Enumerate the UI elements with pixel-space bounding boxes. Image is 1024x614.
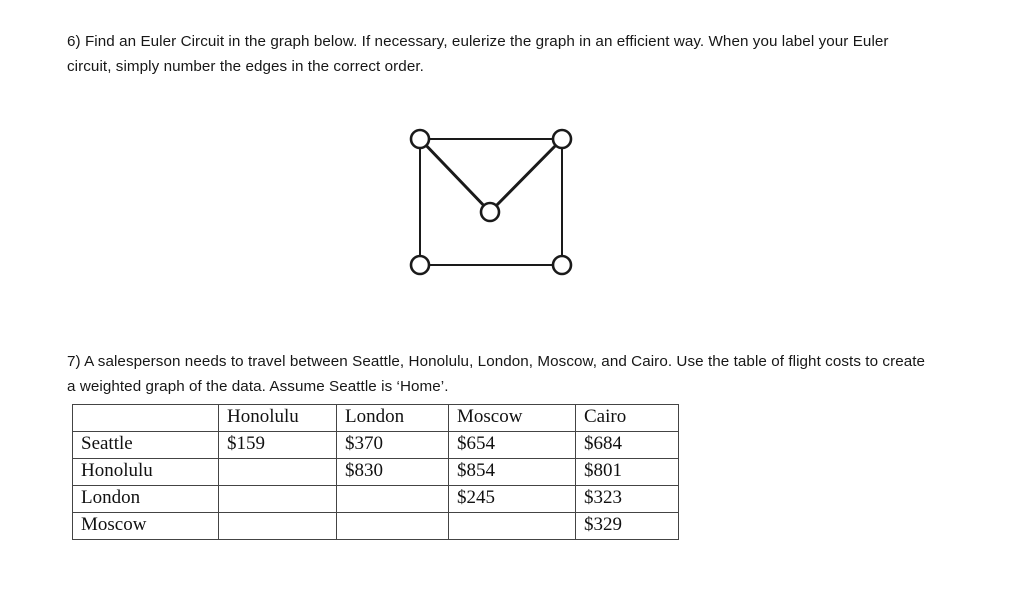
table-row-header-seattle: Seattle xyxy=(73,432,219,459)
graph-vertex-center xyxy=(481,203,499,221)
euler-graph-svg xyxy=(390,115,595,290)
table-cell-cost: $159 xyxy=(219,432,337,459)
question-6-text xyxy=(67,29,917,79)
question-7-number: 7) xyxy=(67,353,81,370)
question-7-text xyxy=(67,349,932,399)
flight-cost-table xyxy=(72,404,679,540)
table-row xyxy=(73,486,679,513)
graph-edge-center-to-top-right xyxy=(490,139,562,212)
question-7-body: A salesperson needs to travel between Seattle, Honolulu, London, Moscow, and Cairo. Use the table of flight costs to create a weighted graph of the data. Assume Seattle is ‘Home’. xyxy=(67,353,926,395)
table-body xyxy=(73,432,679,540)
table-column-header-moscow: Moscow xyxy=(449,405,576,432)
table-cell-cost: $329 xyxy=(576,513,679,540)
table-row xyxy=(73,459,679,486)
graph-vertex-bottom-left xyxy=(411,256,429,274)
table-header-row xyxy=(73,405,679,432)
table-corner-cell xyxy=(73,405,219,432)
table-cell-empty xyxy=(219,486,337,513)
table-cell-empty xyxy=(219,459,337,486)
question-6-number: 6) xyxy=(67,33,81,50)
table-column-header-london: London xyxy=(337,405,449,432)
table-cell-cost: $245 xyxy=(449,486,576,513)
graph-vertex-top-right xyxy=(553,130,571,148)
euler-graph-figure xyxy=(390,115,595,290)
table-row-header-london: London xyxy=(73,486,219,513)
table-cell-cost: $684 xyxy=(576,432,679,459)
table-cell-cost: $370 xyxy=(337,432,449,459)
question-6-body: Find an Euler Circuit in the graph below. If necessary, eulerize the graph in an efficient way. When you label your Euler circuit, simply number the edges in the correct order. xyxy=(67,33,889,75)
table-row xyxy=(73,513,679,540)
table-cell-cost: $323 xyxy=(576,486,679,513)
graph-vertex-group xyxy=(411,130,571,274)
graph-vertex-bottom-right xyxy=(553,256,571,274)
table-cell-cost: $854 xyxy=(449,459,576,486)
table-cell-empty xyxy=(449,513,576,540)
table-cell-cost: $654 xyxy=(449,432,576,459)
table-cell-empty xyxy=(337,486,449,513)
table-cell-empty xyxy=(337,513,449,540)
table-row-header-honolulu: Honolulu xyxy=(73,459,219,486)
table-column-header-honolulu: Honolulu xyxy=(219,405,337,432)
table-row xyxy=(73,432,679,459)
table-cell-cost: $830 xyxy=(337,459,449,486)
graph-edge-top-left-to-center xyxy=(420,139,490,212)
table-cell-cost: $801 xyxy=(576,459,679,486)
table-header xyxy=(73,405,679,432)
graph-vertex-top-left xyxy=(411,130,429,148)
table-column-header-cairo: Cairo xyxy=(576,405,679,432)
table-row-header-moscow: Moscow xyxy=(73,513,219,540)
table-cell-empty xyxy=(219,513,337,540)
